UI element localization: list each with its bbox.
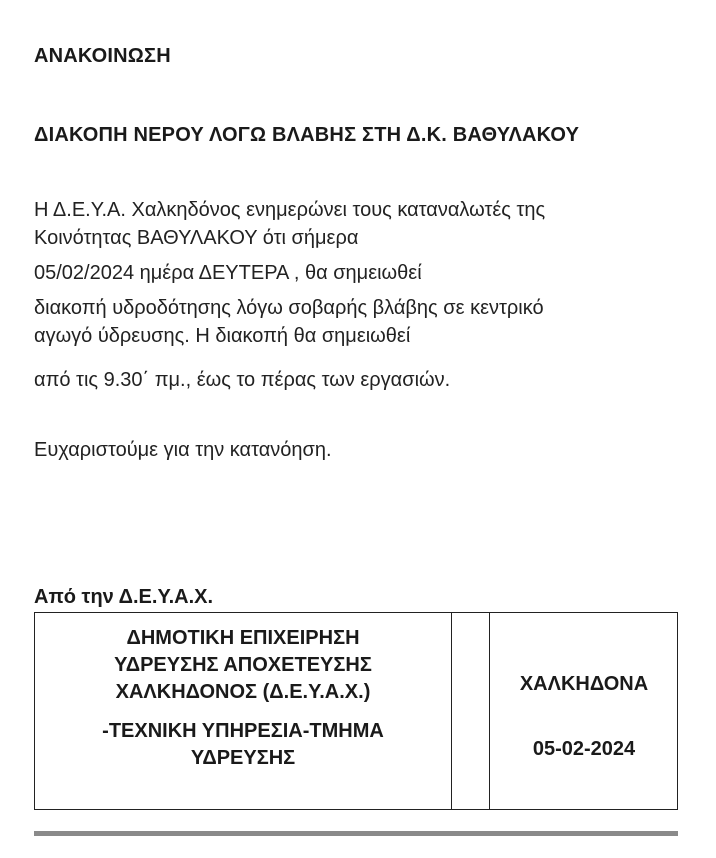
department-name — [35, 718, 451, 772]
bottom-divider — [34, 831, 678, 836]
body-paragraph-thanks — [34, 436, 694, 464]
body-line: Ευχαριστούμε για την κατανόηση. — [34, 439, 332, 461]
body-line: από τις 9.30΄ πμ., έως το πέρας των εργασιών. — [34, 369, 451, 391]
body-line: αγωγό ύδρευσης. Η διακοπή θα σημειωθεί — [34, 325, 411, 347]
table-divider — [451, 613, 452, 809]
signature-place: ΧΑΛΚΗΔΟΝΑ — [519, 673, 649, 695]
body-paragraph-date — [34, 259, 694, 287]
signature-table — [34, 612, 678, 810]
body-line: Κοινότητας ΒΑΘΥΛΑΚΟΥ ότι σήμερα — [34, 227, 359, 249]
body-paragraph-intro — [34, 196, 694, 252]
body-paragraph-outage — [34, 294, 694, 350]
body-line: 05/02/2024 ημέρα ΔΕΥΤΕΡΑ , θα σημειωθεί — [34, 262, 422, 284]
signature-date: 05-02-2024 — [532, 738, 636, 760]
org-line: ΔΗΜΟΤΙΚΗ ΕΠΙΧΕΙΡΗΣΗ — [126, 627, 360, 649]
dept-line: ΥΔΡΕΥΣΗΣ — [190, 747, 296, 769]
announcement-subject: ΔΙΑΚΟΠΗ ΝΕΡΟΥ ΛΟΓΩ ΒΛΑΒΗΣ ΣΤΗ Δ.Κ. ΒΑΘΥΛΑΚΟΥ — [34, 124, 580, 146]
dept-line: -ΤΕΧΝΙΚΗ ΥΠΗΡΕΣΙΑ-ΤΜΗΜΑ — [102, 720, 384, 742]
org-line: ΧΑΛΚΗΔΟΝΟΣ (Δ.Ε.Υ.Α.Χ.) — [115, 681, 371, 703]
table-divider — [489, 613, 490, 809]
signature-from: Από την Δ.Ε.Υ.Α.Χ. — [34, 586, 214, 608]
announcement-label: ΑΝΑΚΟΙΝΩΣΗ — [34, 45, 171, 67]
body-paragraph-time — [34, 366, 694, 394]
org-line: ΥΔΡΕΥΣΗΣ ΑΠΟΧΕΤΕΥΣΗΣ — [114, 654, 372, 676]
body-line: διακοπή υδροδότησης λόγω σοβαρής βλάβης σε κεντρικό — [34, 297, 544, 319]
organization-name — [35, 625, 451, 706]
body-line: Η Δ.Ε.Υ.Α. Χαλκηδόνος ενημερώνει τους καταναλωτές της — [34, 199, 546, 221]
